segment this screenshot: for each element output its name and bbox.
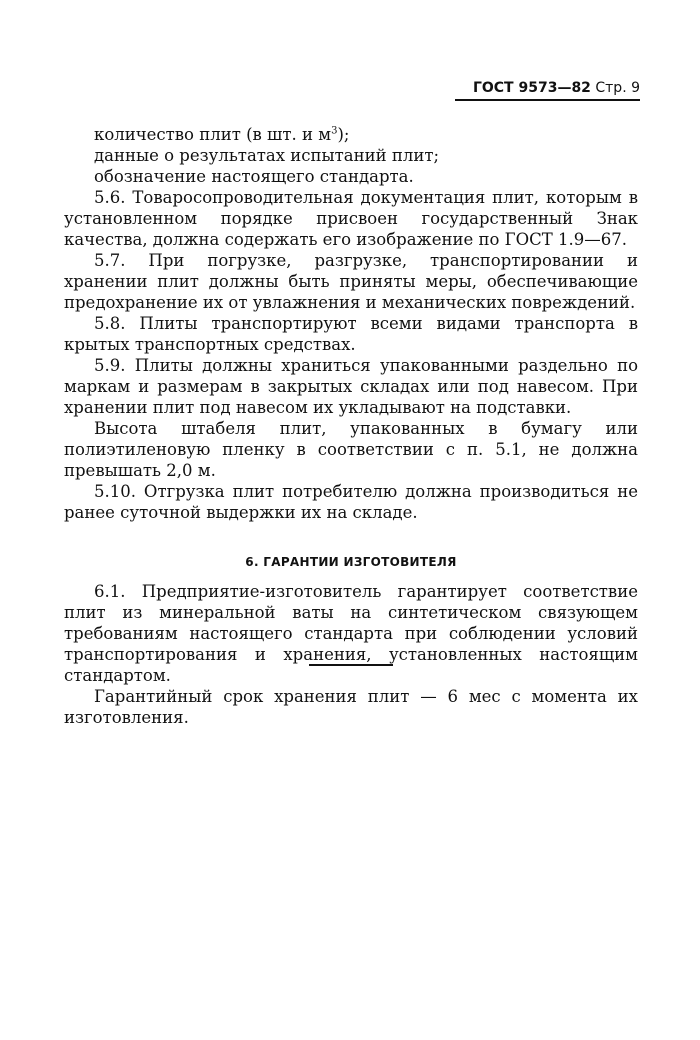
list-line-quantity-text: количество плит (в шт. и м bbox=[94, 125, 332, 144]
superscript: 3 bbox=[331, 125, 338, 137]
paragraph-5-10: 5.10. Отгрузка плит потребителю должна производиться не ранее суточной выдержки их на складе. bbox=[64, 482, 638, 522]
list-line-standard-designation: обозначение настоящего стандарта. bbox=[94, 167, 414, 186]
end-rule bbox=[309, 664, 393, 666]
list-line-quantity bbox=[64, 124, 638, 145]
paragraph-6-1: 6.1. Предприятие-изготовитель гарантирует соответствие плит из минеральной ваты на синтетическом связующем требованиям настоящего стандарта при соблюдении условий транспортирования и хранения, установленных настоящим стандартом. bbox=[64, 582, 638, 685]
paragraph-5-6: 5.6. Товаросопроводительная документация плит, которым в установленном порядке присвоен государственный Знак качества, должна содержать его изображение по ГОСТ 1.9—67. bbox=[64, 188, 638, 249]
paragraph-5-7: 5.7. При погрузке, разгрузке, транспортировании и хранении плит должны быть приняты меры, обеспечивающие предохранение их от увлажнения и механических повреждений. bbox=[64, 251, 638, 312]
standard-code: ГОСТ 9573—82 bbox=[472, 80, 591, 96]
document-body bbox=[64, 124, 638, 728]
page-header bbox=[455, 80, 640, 101]
paragraph-5-9-height: Высота штабеля плит, упакованных в бумагу или полиэтиленовую пленку в соответствии с п. 5.1, не должна превышать 2,0 м. bbox=[64, 419, 638, 480]
paragraph-6-1-warranty: Гарантийный срок хранения плит — 6 мес с момента их изготовления. bbox=[64, 687, 638, 727]
list-line-test-results: данные о результатах испытаний плит; bbox=[94, 146, 440, 165]
page-number: Стр. 9 bbox=[595, 80, 640, 96]
paragraph-5-9: 5.9. Плиты должны храниться упакованными раздельно по маркам и размерам в закрытых складах или под навесом. При хранении плит под навесом их укладывают на подставки. bbox=[64, 356, 638, 417]
section-6-title: 6. ГАРАНТИИ ИЗГОТОВИТЕЛЯ bbox=[245, 555, 457, 569]
list-line-quantity-end: ); bbox=[337, 125, 350, 144]
paragraph-5-8: 5.8. Плиты транспортируют всеми видами транспорта в крытых транспортных средствах. bbox=[64, 314, 638, 354]
